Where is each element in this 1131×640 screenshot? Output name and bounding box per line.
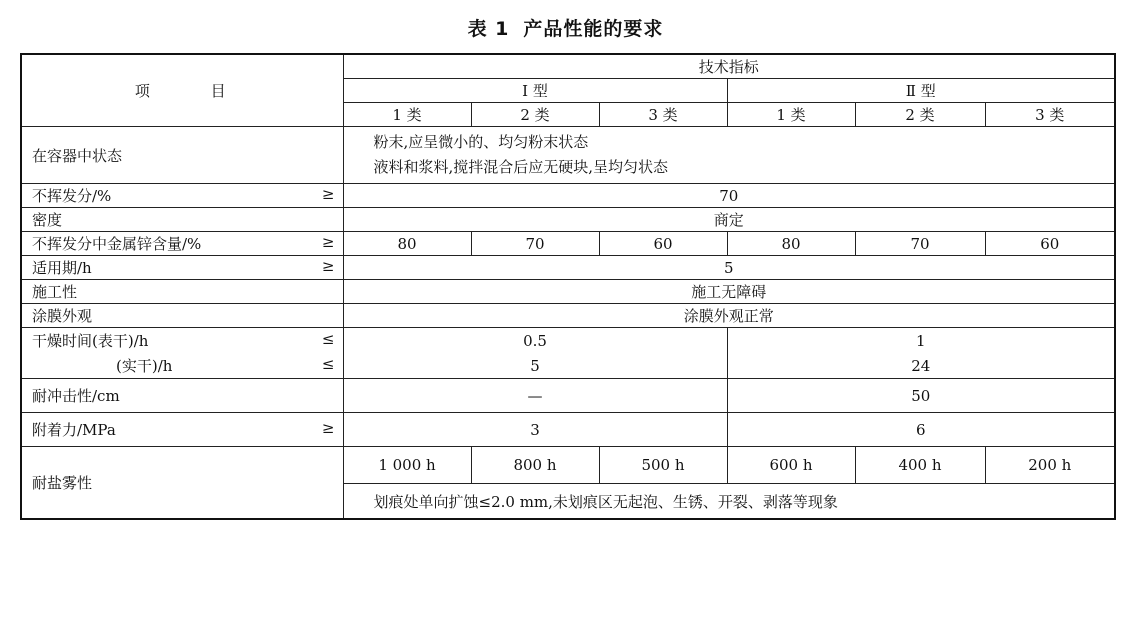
state-line-2: 液料和浆料,搅拌混合后应无硬块,呈均匀状态 <box>373 158 669 176</box>
value-cell: 60 <box>985 232 1115 256</box>
row-label: 干燥时间(表干)/h ≤ <box>21 328 343 354</box>
header-type2-cell: Ⅱ 型 <box>727 79 1115 103</box>
table-row-density <box>21 208 1115 232</box>
value-cell: 400 h <box>855 447 985 484</box>
saltspray-note-cell: 划痕处单向扩蚀≤2.0 mm,未划痕区无起泡、生锈、开裂、剥落等现象 <box>343 484 1115 520</box>
header-class-cell: 3 类 <box>985 103 1115 127</box>
header-type1-cell: Ⅰ 型 <box>343 79 727 103</box>
row-label: (实干)/h ≤ <box>21 353 343 379</box>
table-row-saltspray <box>21 447 1115 484</box>
table-row-dry-hard <box>21 353 1115 379</box>
header-tech-cell: 技术指标 <box>343 54 1115 79</box>
operator-symbol: ≤ <box>321 355 335 373</box>
table-row-zinc <box>21 232 1115 256</box>
operator-symbol: ≥ <box>321 257 335 275</box>
table-row-workability <box>21 280 1115 304</box>
value-cell: — <box>343 379 727 413</box>
row-label: 耐冲击性/cm <box>21 379 343 413</box>
row-label: 密度 <box>21 208 343 232</box>
header-class-cell: 2 类 <box>855 103 985 127</box>
header-class-cell: 3 类 <box>599 103 727 127</box>
value-cell: 800 h <box>471 447 599 484</box>
header-class-cell: 2 类 <box>471 103 599 127</box>
table-row-dry-surface <box>21 328 1115 354</box>
table-row-impact <box>21 379 1115 413</box>
state-cell <box>343 127 1115 184</box>
value-cell: 70 <box>471 232 599 256</box>
header-class-cell: 1 类 <box>727 103 855 127</box>
header-item-cell: 项 目 <box>21 54 343 127</box>
table-caption <box>0 14 1131 41</box>
row-label: 不挥发分中金属锌含量/% ≥ <box>21 232 343 256</box>
value-cell: 24 <box>727 353 1115 379</box>
operator-symbol: ≤ <box>321 330 335 348</box>
value-cell: 50 <box>727 379 1115 413</box>
state-line-1: 粉末,应呈微小的、均匀粉末状态 <box>373 133 589 151</box>
value-cell: 70 <box>855 232 985 256</box>
value-cell: 0.5 <box>343 328 727 354</box>
value-cell: 施工无障碍 <box>343 280 1115 304</box>
row-label: 不挥发分/% ≥ <box>21 184 343 208</box>
value-cell: 1 000 h <box>343 447 471 484</box>
operator-symbol: ≥ <box>321 419 335 437</box>
value-cell: 5 <box>343 353 727 379</box>
value-cell: 500 h <box>599 447 727 484</box>
value-cell: 600 h <box>727 447 855 484</box>
operator-symbol: ≥ <box>321 185 335 203</box>
table-row-nonvolatile <box>21 184 1115 208</box>
value-cell: 1 <box>727 328 1115 354</box>
table-row-state <box>21 127 1115 184</box>
value-cell: 商定 <box>343 208 1115 232</box>
operator-symbol: ≥ <box>321 233 335 251</box>
value-cell: 80 <box>343 232 471 256</box>
table-row-potlife <box>21 256 1115 280</box>
header-row-1 <box>21 54 1115 79</box>
row-label: 在容器中状态 <box>21 127 343 184</box>
value-cell: 80 <box>727 232 855 256</box>
value-cell: 70 <box>343 184 1115 208</box>
row-label: 附着力/MPa ≥ <box>21 413 343 447</box>
table-title: 产品性能的要求 <box>523 18 664 40</box>
table-row-adhesion <box>21 413 1115 447</box>
value-cell: 200 h <box>985 447 1115 484</box>
row-label: 耐盐雾性 <box>21 447 343 520</box>
performance-requirements-table <box>20 53 1116 520</box>
table-row-appearance <box>21 304 1115 328</box>
value-cell: 涂膜外观正常 <box>343 304 1115 328</box>
value-cell: 6 <box>727 413 1115 447</box>
header-class-cell: 1 类 <box>343 103 471 127</box>
value-cell: 5 <box>343 256 1115 280</box>
row-label: 适用期/h ≥ <box>21 256 343 280</box>
row-label: 施工性 <box>21 280 343 304</box>
value-cell: 3 <box>343 413 727 447</box>
value-cell: 60 <box>599 232 727 256</box>
row-label: 涂膜外观 <box>21 304 343 328</box>
table-number: 表 1 <box>467 18 510 40</box>
